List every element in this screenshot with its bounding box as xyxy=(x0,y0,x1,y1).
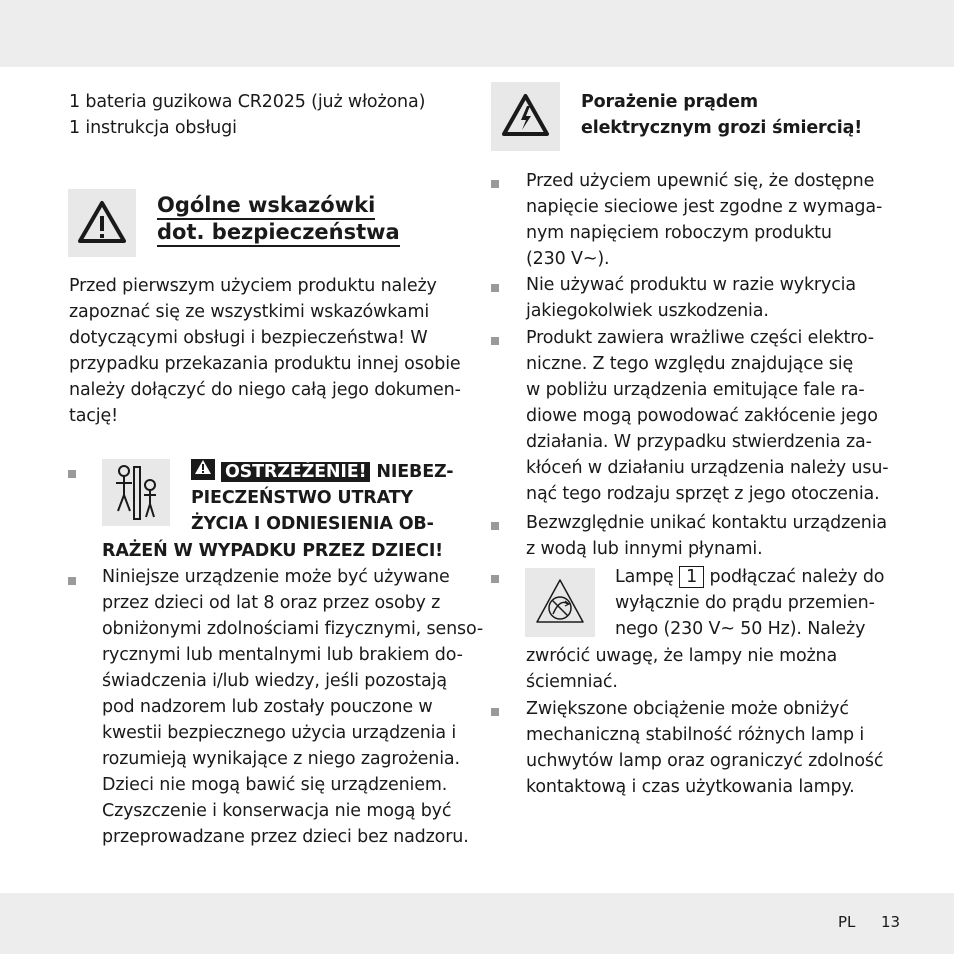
bullet-paragraph xyxy=(526,510,887,562)
bullet xyxy=(491,284,499,292)
intro-paragraph xyxy=(69,273,461,429)
text-line: przypadku przekazania produktu innej osobie xyxy=(69,354,461,374)
bullet-paragraph xyxy=(526,168,882,272)
warning-icon-box xyxy=(68,189,136,257)
load-paragraph xyxy=(526,696,883,800)
top-band xyxy=(0,0,954,67)
text-line: Lampę xyxy=(615,567,674,587)
warning-triangle-icon xyxy=(191,459,215,480)
text-line: rycznymi lub mentalnymi lub brakiem do- xyxy=(102,645,463,665)
warning-badge: OSTRZEŻENIE! xyxy=(221,462,370,482)
text-line: przeprowadzane przez dzieci bez nadzoru. xyxy=(102,827,469,847)
text-line: PIECZEŃSTWO UTRATY xyxy=(191,488,413,508)
text-line: (230 V~). xyxy=(526,249,610,269)
text-line: rozumieją wynikające z niego zagrożenia. xyxy=(102,749,460,769)
text-line: kwestii bezpiecznego użycia urządzenia i xyxy=(102,723,457,743)
child-icon-box xyxy=(102,459,170,526)
text-line: Przed użyciem upewnić się, że dostępne xyxy=(526,171,875,191)
text-line: zwrócić uwagę, że lampy nie można xyxy=(526,646,838,666)
text-line: tację! xyxy=(69,406,118,426)
text-line: obniżonymi zdolnościami fizycznymi, senso- xyxy=(102,619,484,639)
text-line: świadczenia i/lub wiedzy, jeśli pozostają xyxy=(102,671,447,691)
shock-heading xyxy=(581,89,862,141)
text-line: jakiegokolwiek uszkodzenia. xyxy=(526,301,769,321)
text-line: dotyczącymi obsługi i bezpieczeństwa! W xyxy=(69,328,428,348)
reference-number: 1 xyxy=(679,566,704,588)
shock-icon-box xyxy=(491,82,560,151)
safety-heading xyxy=(157,192,400,246)
text-line: podłączać należy do xyxy=(709,567,885,587)
text-line: Bezwzględnie unikać kontaktu urządzenia xyxy=(526,513,887,533)
text-line: Przed pierwszym użyciem produktu należy xyxy=(69,276,437,296)
text-line: uchwytów lamp oraz ograniczyć zdolność xyxy=(526,751,884,771)
electric-shock-icon xyxy=(491,82,560,151)
contents-item: 1 bateria guzikowa CR2025 (już włożona) xyxy=(69,92,426,112)
safety-heading-line: dot. bezpieczeństwa xyxy=(157,220,400,247)
page-footer xyxy=(838,913,900,931)
bullet xyxy=(491,708,499,716)
child-warning-heading xyxy=(191,459,453,537)
language-code: PL xyxy=(838,913,856,931)
text-line: diowe mogą powodować zakłócenie jego xyxy=(526,406,878,426)
text-line: zapoznać się ze wszystkimi wskazówkami xyxy=(69,302,430,322)
text-line: przez dzieci od lat 8 oraz przez osoby z xyxy=(102,593,441,613)
page-number: 13 xyxy=(880,913,901,931)
text-line: RAŻEŃ W WYPADKU PRZEZ DZIECI! xyxy=(102,541,444,561)
child-hazard-icon xyxy=(102,459,170,526)
text-line: Produkt zawiera wrażliwe części elektro- xyxy=(526,328,874,348)
safety-heading-line: Ogólne wskazówki xyxy=(157,193,375,220)
text-line: nąć tego rodzaju sprzęt z jego otoczenia. xyxy=(526,484,880,504)
text-line: napięcie sieciowe jest zgodne z wymaga- xyxy=(526,197,883,217)
bullet xyxy=(491,575,499,583)
bottom-band xyxy=(0,893,954,954)
text-line: Porażenie prądem xyxy=(581,92,758,112)
bullet xyxy=(68,577,76,585)
text-line: ściemniać. xyxy=(526,672,618,692)
text-line: Niniejsze urządzenie może być używane xyxy=(102,567,450,587)
bullet-paragraph xyxy=(526,272,856,324)
text-line: pod nadzorem lub zostały pouczone w xyxy=(102,697,433,717)
bullet xyxy=(491,522,499,530)
text-line: należy dołączyć do niego całą jego dokumen- xyxy=(69,380,461,400)
text-line: Czyszczenie i konserwacja nie mogą być xyxy=(102,801,452,821)
bullet xyxy=(491,180,499,188)
lamp-paragraph-bottom xyxy=(526,643,837,695)
text-line: niczne. Z tego względu znajdujące się xyxy=(526,354,854,374)
text-line: nym napięciem roboczym produktu xyxy=(526,223,832,243)
bullet xyxy=(68,470,76,478)
text-line: kłóceń w działaniu urządzenia należy usu- xyxy=(526,458,889,478)
contents-item: 1 instrukcja obsługi xyxy=(69,118,237,138)
lamp-paragraph-top xyxy=(615,564,884,642)
text-line: Dzieci nie mogą bawić się urządzeniem. xyxy=(102,775,448,795)
warning-triangle-icon xyxy=(68,189,136,257)
text-line: Zwiększone obciążenie może obniżyć xyxy=(526,699,849,719)
text-line: kontaktową i czas użytkowania lampy. xyxy=(526,777,855,797)
contents-list xyxy=(69,89,425,141)
text-line: w pobliżu urządzenia emitujące fale ra- xyxy=(526,380,865,400)
bullet-paragraph xyxy=(526,325,888,507)
text-line: ŻYCIA I ODNIESIENIA OB- xyxy=(191,514,434,534)
text-line: mechaniczną stabilność różnych lamp i xyxy=(526,725,865,745)
text-line: elektrycznym grozi śmiercią! xyxy=(581,118,863,138)
text-line: działania. W przypadku stwierdzenia za- xyxy=(526,432,872,452)
text-line: NIEBEZ- xyxy=(370,462,454,482)
bullet xyxy=(491,337,499,345)
text-line: z wodą lub innymi płynami. xyxy=(526,539,763,559)
text-line: Nie używać produktu w razie wykrycia xyxy=(526,275,856,295)
text-line: nego (230 V~ 50 Hz). Należy xyxy=(615,619,866,639)
no-dimmer-icon-box xyxy=(525,568,595,637)
no-dimmer-icon xyxy=(525,568,595,637)
text-line: wyłącznie do prądu przemien- xyxy=(615,593,875,613)
children-paragraph xyxy=(102,564,483,850)
